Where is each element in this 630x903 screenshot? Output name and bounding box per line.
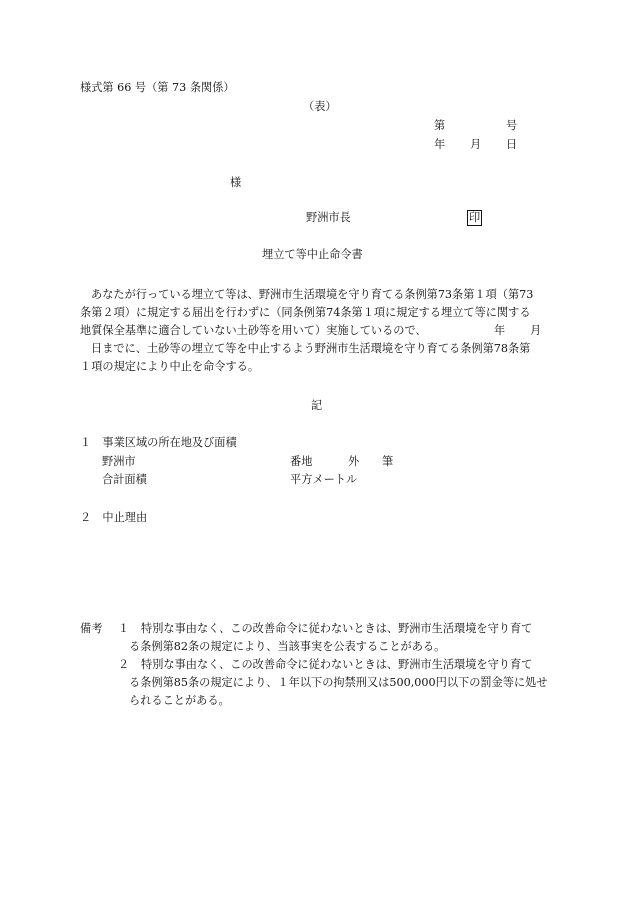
body-line: １項の規定により中止を命令する。 bbox=[80, 360, 260, 373]
date-day: 日 bbox=[506, 138, 518, 151]
remark-line: 特別な事由なく、この改善命令に従わないときは、野洲市生活環境を守り育て bbox=[141, 658, 533, 671]
front-side-mark: （表） bbox=[303, 100, 337, 113]
square-meter-label: 平方メートル bbox=[290, 473, 358, 486]
ki-heading: 記 bbox=[311, 399, 323, 412]
remark-line: る条例第82条の規定により、当該事実を公表することがある。 bbox=[129, 640, 446, 653]
form-number: 様式第 66 号（第 73 条関係） bbox=[80, 81, 235, 94]
item-1-label: １ 事業区域の所在地及び面積 bbox=[80, 436, 237, 449]
number-suffix: 号 bbox=[506, 119, 518, 132]
date-month: 月 bbox=[470, 138, 482, 151]
issuer: 野洲市長 bbox=[306, 211, 351, 224]
hitsu-label: 筆 bbox=[382, 455, 394, 468]
remark-line: る条例第85条の規定により、１年以下の拘禁刑又は500,000円以下の罰金等に処せ bbox=[129, 676, 548, 689]
body-line: 条第２項）に規定する届出を行わずに（同条例第74条第１項に規定する埋立て等に関する bbox=[80, 306, 531, 319]
remark-number: ２ bbox=[118, 658, 130, 671]
remark-number: １ bbox=[118, 622, 130, 635]
number-prefix: 第 bbox=[434, 119, 446, 132]
body-line-year: 年 bbox=[494, 324, 506, 337]
remark-line: られることがある。 bbox=[129, 694, 230, 707]
body-line: 日までに、土砂等の埋立て等を中止するよう野洲市生活環境を守り育てる条例第78条第 bbox=[91, 342, 531, 355]
remark-line: 特別な事由なく、この改善命令に従わないときは、野洲市生活環境を守り育て bbox=[141, 622, 533, 635]
body-line-month: 月 bbox=[530, 324, 542, 337]
body-line: あなたが行っている埋立て等は、野洲市生活環境を守り育てる条例第73条第１項（第73 bbox=[91, 288, 534, 301]
gai-label: 外 bbox=[348, 455, 360, 468]
addressee-suffix: 様 bbox=[230, 176, 242, 189]
remarks-label: 備考 bbox=[80, 622, 103, 635]
total-area-label: 合計面積 bbox=[102, 473, 147, 486]
document-title: 埋立て等中止命令書 bbox=[262, 248, 363, 261]
body-line: 地質保全基準に適合していない土砂等を用いて）実施しているので、 bbox=[80, 324, 427, 337]
banchi-label: 番地 bbox=[290, 455, 313, 468]
city-name: 野洲市 bbox=[102, 455, 136, 468]
seal-mark: 印 bbox=[469, 211, 481, 224]
item-2-label: ２ 中止理由 bbox=[80, 511, 148, 524]
date-year: 年 bbox=[434, 138, 446, 151]
